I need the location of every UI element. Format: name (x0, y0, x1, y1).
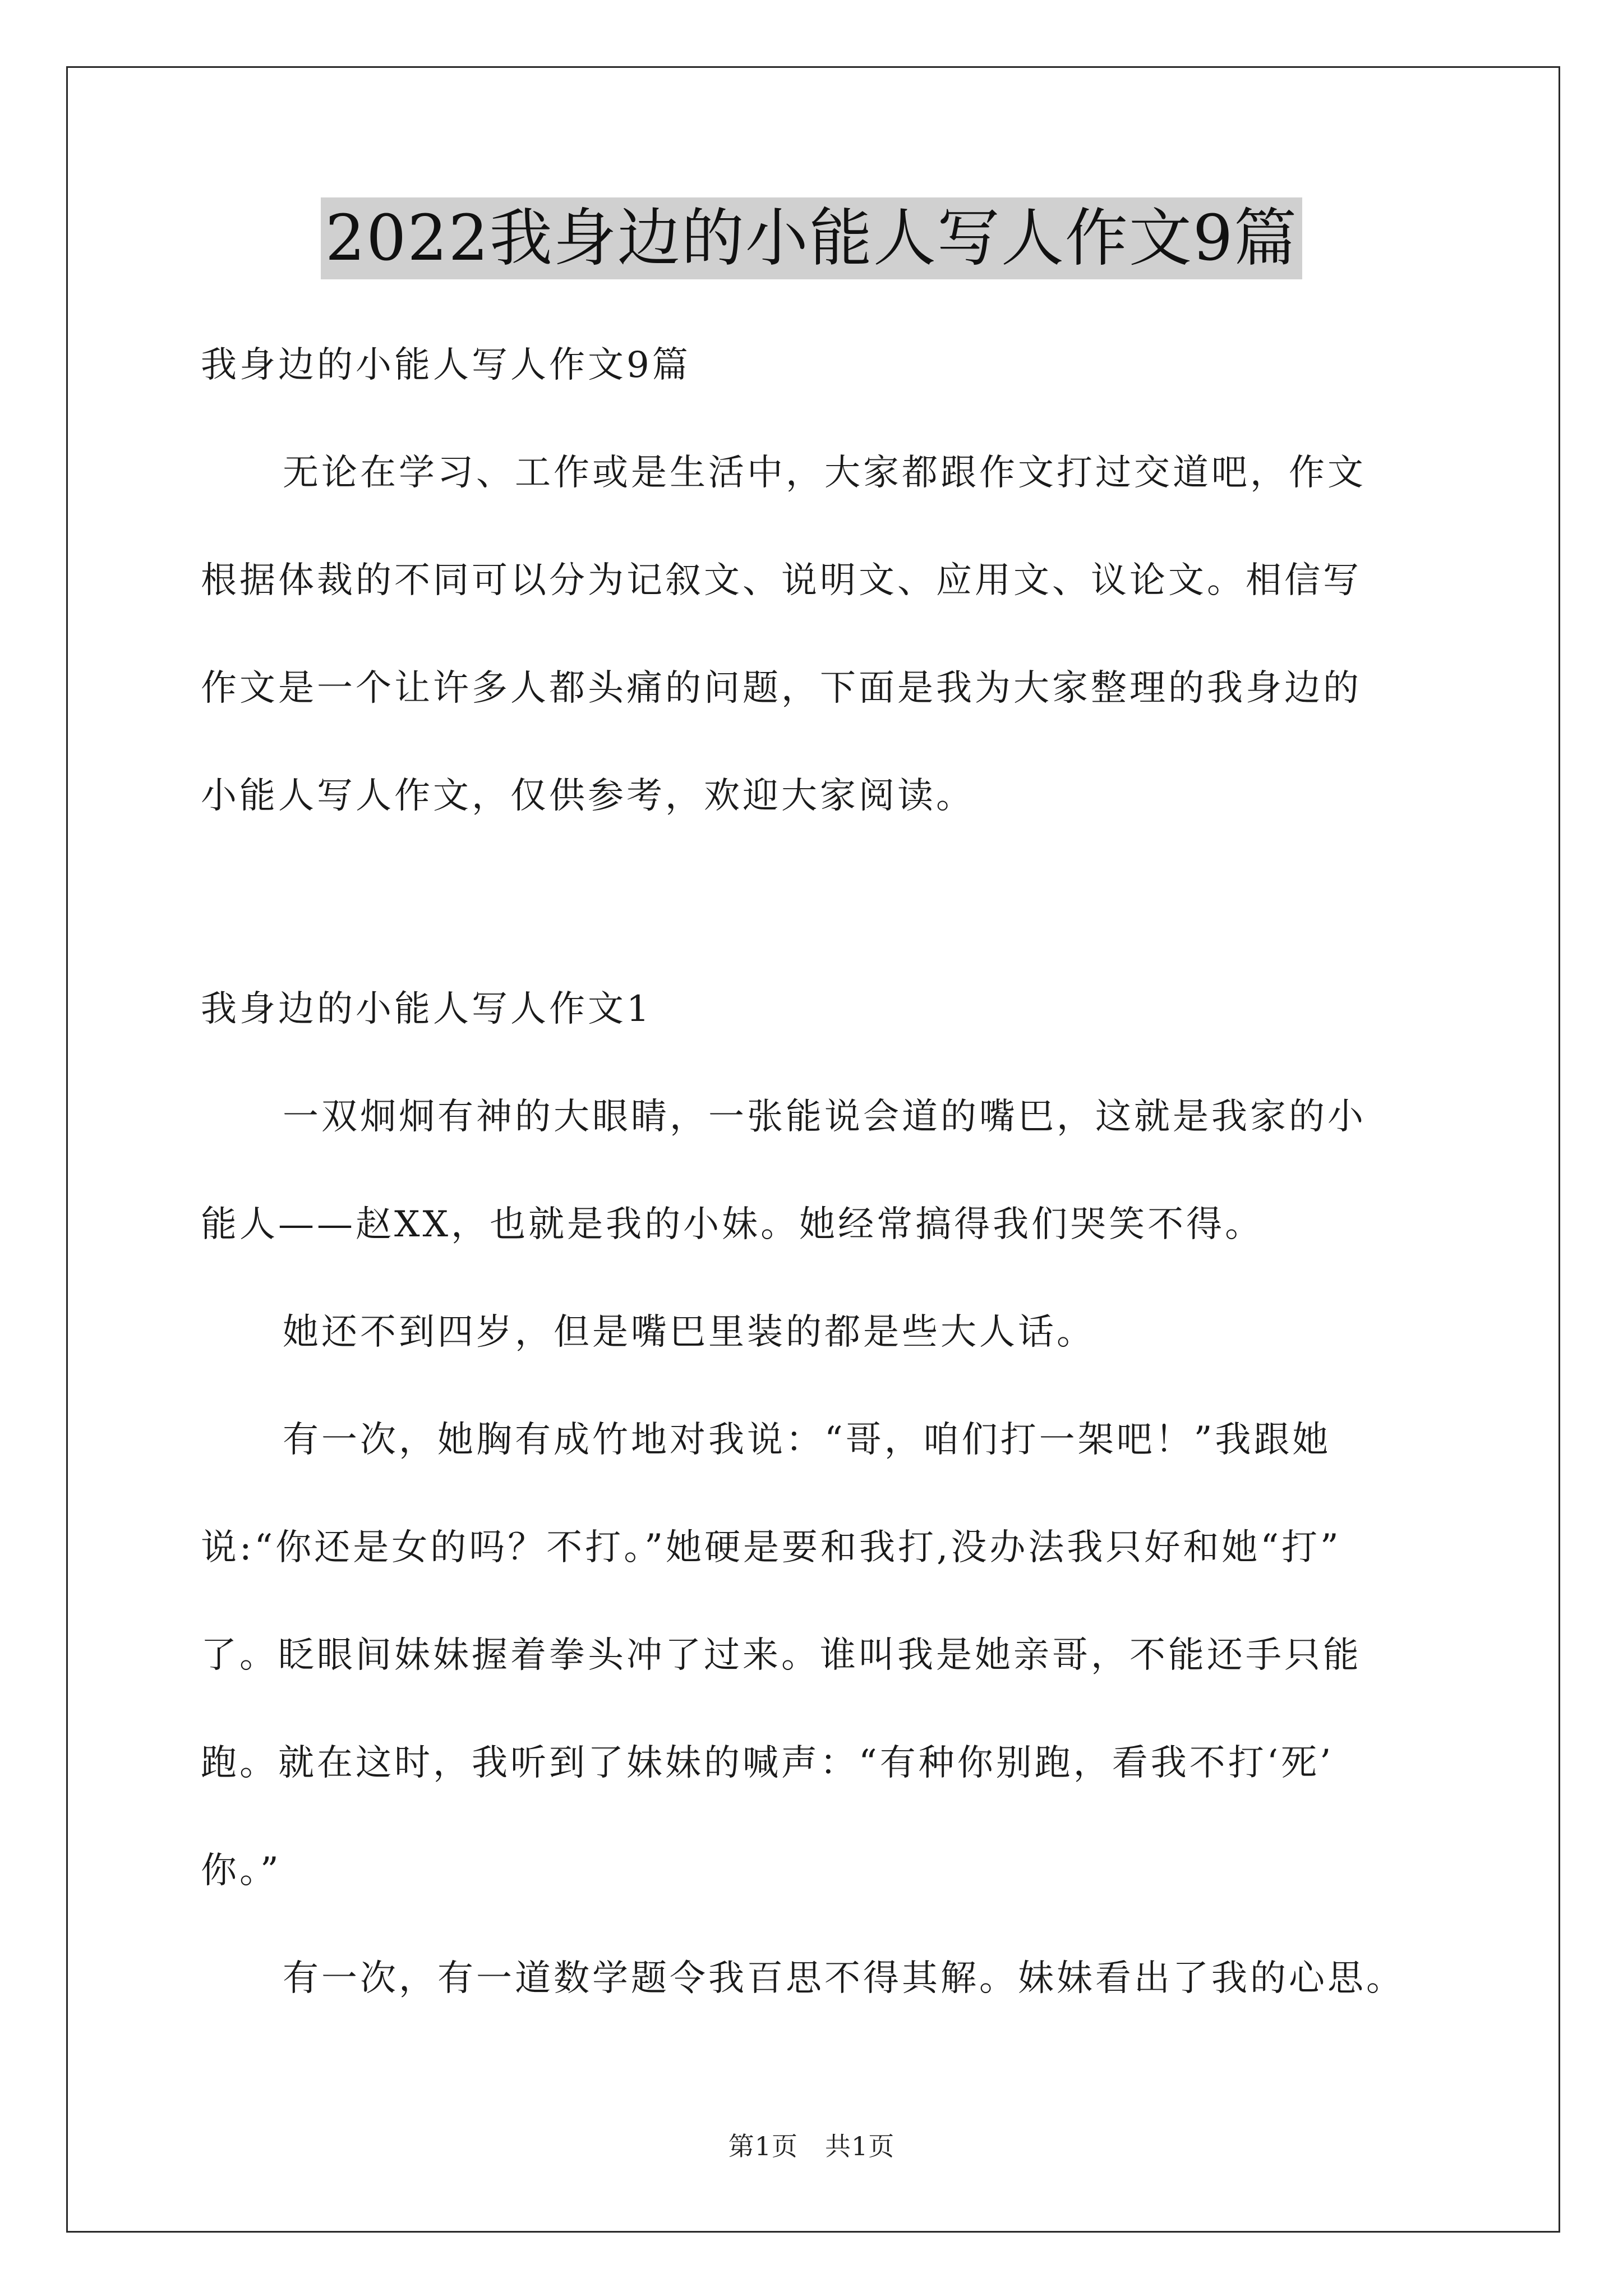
body-line: 能人——赵XX，也就是我的小妹。她经常搞得我们哭笑不得。 (201, 1204, 1264, 1245)
page-total: 共1页 (825, 2131, 895, 2161)
body-line: 她还不到四岁，但是嘴巴里装的都是些大人话。 (283, 1312, 1095, 1353)
body-line: 说:“你还是女的吗？不打。”她硬是要和我打,没办法我只好和她“打” (201, 1527, 1341, 1568)
intro-line: 作文是一个让许多人都头痛的问题，下面是我为大家整理的我身边的 (201, 668, 1362, 709)
subtitle: 我身边的小能人写人作文9篇 (201, 344, 691, 386)
section-heading: 我身边的小能人写人作文1 (201, 988, 652, 1030)
intro-line: 根据体裁的不同可以分为记叙文、说明文、应用文、议论文。相信写 (201, 560, 1362, 601)
document-title: 2022我身边的小能人写人作文9篇 (321, 197, 1302, 279)
body-line: 一双炯炯有神的大眼睛，一张能说会道的嘴巴，这就是我家的小 (283, 1096, 1366, 1138)
document-body (201, 311, 1435, 2032)
body-line: 跑。就在这时，我听到了妹妹的喊声：“有种你别跑，看我不打‘死’ (201, 1742, 1334, 1784)
body-line: 有一次，她胸有成竹地对我说：“哥，咱们打一架吧！”我跟她 (283, 1419, 1331, 1461)
page-number: 第1页 (728, 2131, 798, 2161)
intro-line: 无论在学习、工作或是生活中，大家都跟作文打过交道吧，作文 (283, 452, 1366, 494)
body-line: 了。眨眼间妹妹握着拳头冲了过来。谁叫我是她亲哥，不能还手只能 (201, 1635, 1362, 1676)
body-line: 你。” (201, 1850, 282, 1892)
title-container (0, 197, 1623, 279)
paragraph-gap (201, 850, 1435, 955)
intro-line: 小能人写人作文，仅供参考，欢迎大家阅读。 (201, 775, 975, 817)
page-footer (0, 2126, 1623, 2163)
body-line: 有一次，有一道数学题令我百思不得其解。妹妹看出了我的心思。 (283, 1958, 1405, 1999)
